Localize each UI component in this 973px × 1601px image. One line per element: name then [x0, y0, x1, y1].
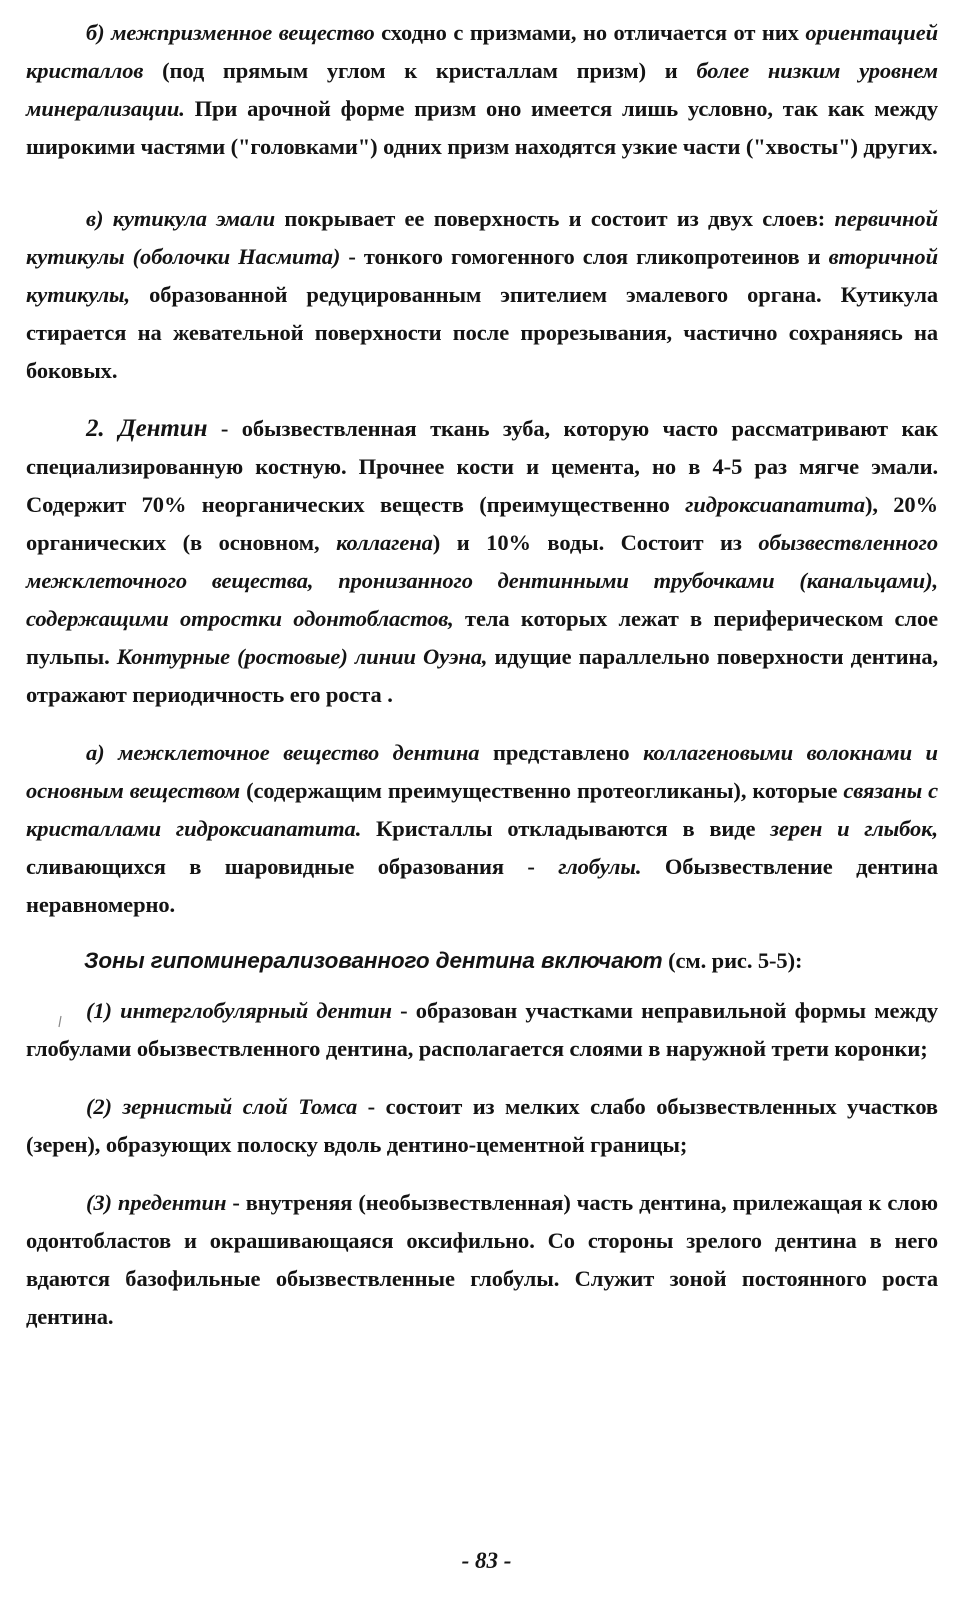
term-enamel-cuticle: в) кутикула эмали	[86, 206, 275, 231]
paragraph-dentin: 2. Дентин - обызвествленная ткань зуба, которую часто рассматривают как специализированную костную. Прочнее кости и цемента, но в 4-5 раз мягче эмали. Содержит 70% неорганических веществ (преимущественно гидроксиапатита), 20% органических (в основном, коллагена) и 10% воды. Состоит из обызвествленного межклеточного вещества, пронизанного дентинными трубочками (канальцами), содержащими отростки одонтобластов, тела которых лежат в периферическом слое пульпы. Контурные (ростовые) линии Оуэна, идущие параллельно поверхности дентина, отражают периодичность его роста .	[26, 415, 938, 707]
term-interglobular-dentin: (1) интерглобулярный дентин	[86, 998, 392, 1023]
paragraph-hypomineralized-zones: Зоны гипоминерализованного дентина включают (см. рис. 5-5):	[84, 948, 803, 973]
paragraph-interprismatic-substance: б) межпризменное вещество сходно с призмами, но отличается от них ориентацией кристаллов (под прямым углом к кристаллам призм) и более низким уровнем минерализации. При арочной форме призм оно имеется лишь условно, так как между широкими частями ("головками") одних призм находятся узкие части ("хвосты") других.	[26, 20, 938, 159]
page-number: - 83 -	[461, 1548, 512, 1573]
list-item-tomes-granular-layer: (2) зернистый слой Томса - состоит из мелких слабо обызвествленных участков (зерен), образующих полоску вдоль дентино-цементной границы;	[26, 1094, 938, 1157]
term-interprismatic-substance: б) межпризменное вещество	[86, 20, 375, 45]
list-item-predentin: (3) предентин - внутреняя (необызвествленная) часть дентина, прилежащая к слою одонтобластов и окрашивающаяся оксифильно. Со стороны зрелого дентина в него вдаются базофильные обызвествленные глобулы. Служит зоной постоянного роста дентина.	[26, 1190, 939, 1329]
paragraph-dentin-matrix: а) межклеточное вещество дентина представлено коллагеновыми волокнами и основным веществом (содержащим преимущественно протеогликаны), которые связаны с кристаллами гидроксиапатита. Кристаллы откладываются в виде зерен и глыбок, сливающихся в шаровидные образования - глобулы. Обызвествление дентина неравномерно.	[26, 740, 938, 917]
term-dentin-matrix: а) межклеточное вещество дентина	[86, 740, 480, 765]
section-heading-dentin: 2. Дентин	[86, 415, 208, 442]
subheading-hypomineralized-zones: Зоны гипоминерализованного дентина включают	[84, 948, 663, 973]
scan-mark	[57, 1015, 63, 1029]
list-item-interglobular-dentin: (1) интерглобулярный дентин - образован участками неправильной формы между глобулами обызвествленного дентина, располагается слоями в наружной трети коронки;	[26, 998, 938, 1061]
term-tomes-granular-layer: (2) зернистый слой Томса	[86, 1094, 358, 1119]
term-predentin: (3) предентин	[86, 1190, 227, 1215]
page-body	[26, 14, 938, 1336]
paragraph-enamel-cuticle: в) кутикула эмали покрывает ее поверхность и состоит из двух слоев: первичной кутикулы (оболочки Насмита) - тонкого гомогенного слоя гликопротеинов и вторичной кутикулы, образованной редуцированным эпителием эмалевого органа. Кутикула стирается на жевательной поверхности после прорезывания, частично сохраняясь на боковых.	[26, 206, 938, 383]
